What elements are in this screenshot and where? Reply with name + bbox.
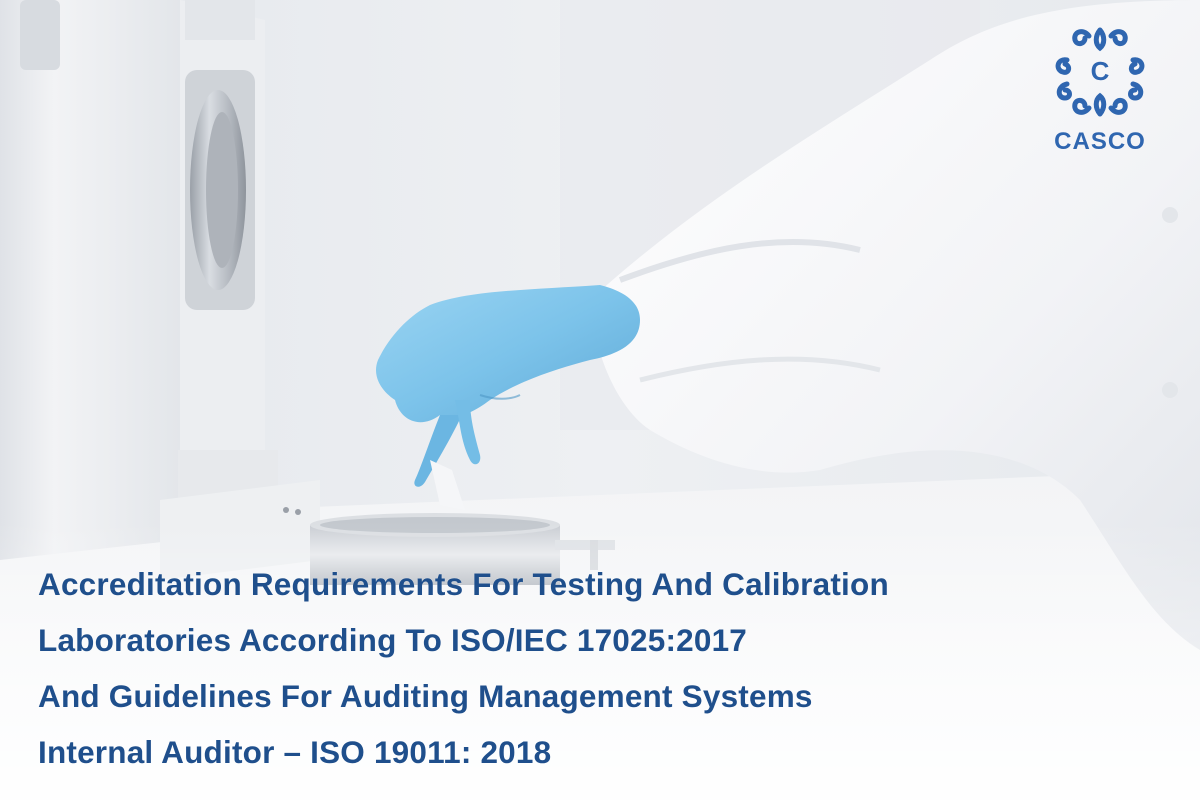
headline-line-2: Laboratories According To ISO/IEC 17025:2017 — [38, 622, 748, 658]
headline-line-1: Accreditation Requirements For Testing And Calibration — [38, 566, 889, 602]
headline-line-3: And Guidelines For Auditing Management Systems — [38, 678, 813, 714]
brand-name: CASCO — [1054, 128, 1146, 155]
svg-text:C: C — [1090, 56, 1110, 86]
headline-line-4: Internal Auditor – ISO 19011: 2018 — [38, 734, 552, 770]
casco-emblem-icon — [1045, 22, 1155, 122]
headline — [38, 556, 1158, 780]
casco-logo — [1040, 22, 1160, 162]
